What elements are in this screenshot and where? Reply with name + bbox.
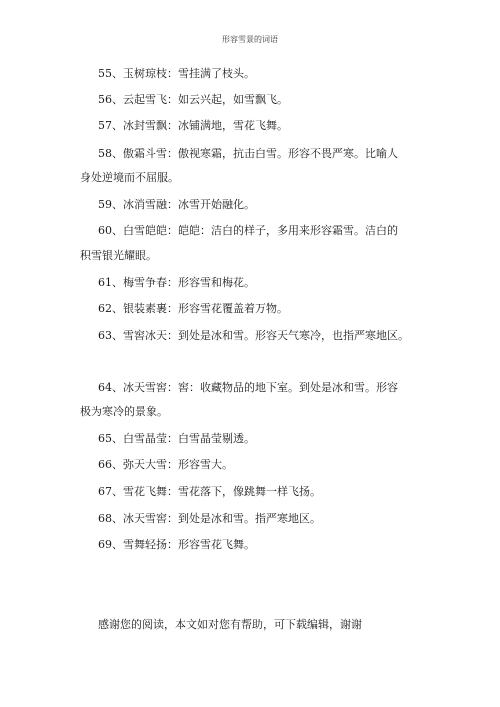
entry-58-continuation: 身处逆境而不屈服。 [80, 171, 179, 184]
entry-59: 59、冰消雪融：冰雪开始融化。 [98, 198, 255, 211]
entry-65: 65、白雪晶莹：白雪晶莹剔透。 [98, 432, 255, 445]
entry-57: 57、冰封雪飘：冰铺满地，雪花飞舞。 [98, 119, 288, 132]
entry-69: 69、雪舞轻扬：形容雪花飞舞。 [98, 538, 255, 551]
entry-64-continuation: 极为寒冷的景象。 [80, 405, 168, 418]
entry-62: 62、银装素裹：形容雪花覆盖着万物。 [98, 302, 288, 315]
entry-61: 61、梅雪争春：形容雪和梅花。 [98, 276, 255, 289]
entry-55: 55、玉树琼枝：雪挂满了枝头。 [98, 67, 255, 80]
entry-56: 56、云起雪飞：如云兴起，如雪飘飞。 [98, 93, 288, 106]
page-header-title: 形容雪景的词语 [222, 35, 278, 44]
entry-67: 67、雪花飞舞：雪花落下，像跳舞一样飞扬。 [98, 485, 321, 498]
entry-60-continuation: 积雪银光耀眼。 [80, 249, 157, 262]
entry-68: 68、冰天雪窖：到处是冰和雪。指严寒地区。 [98, 512, 321, 525]
entry-63: 63、雪窖冰天：到处是冰和雪。形容天气寒冷，也指严寒地区。 [98, 329, 409, 342]
footer-thanks-text: 感谢您的阅读，本文如对您有帮助，可下载编辑，谢谢 [98, 618, 362, 631]
entry-60: 60、白雪皑皑：皑皑：洁白的样子，多用来形容霜雪。洁白的 [98, 224, 398, 237]
entry-58: 58、傲霜斗雪：傲视寒霜，抗击白雪。形容不畏严寒。比喻人 [98, 147, 398, 160]
entry-66: 66、弥天大雪：形容雪大。 [98, 458, 233, 471]
entry-64: 64、冰天雪窖：窖：收藏物品的地下室。到处是冰和雪。形容 [98, 381, 398, 394]
